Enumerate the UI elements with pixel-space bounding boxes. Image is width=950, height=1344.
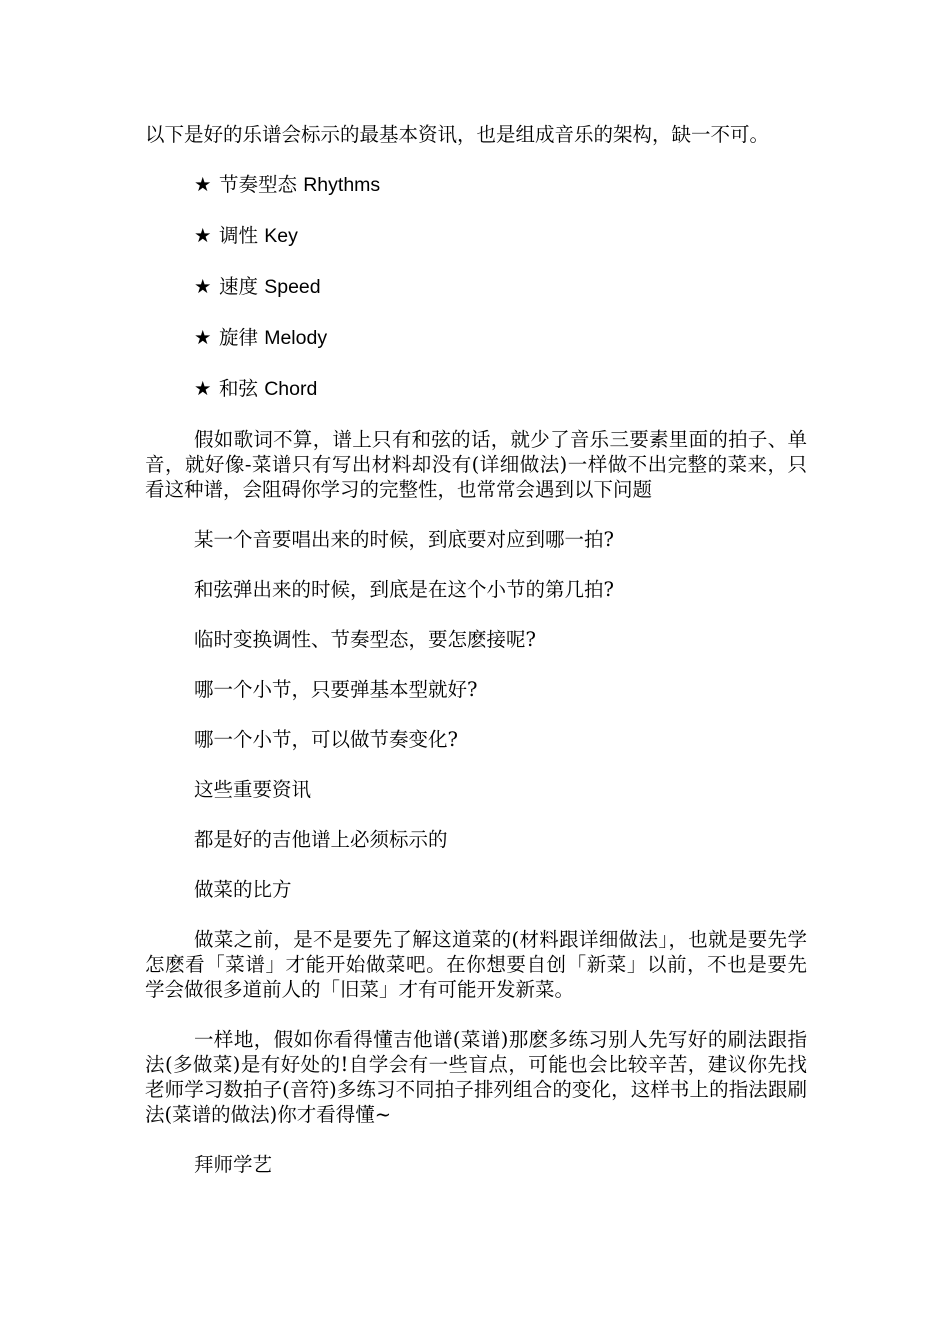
star-icon: ★ [194,326,212,349]
element-item-melody [145,325,807,351]
star-icon: ★ [194,275,212,298]
element-label-cn: 调性 [219,224,259,247]
element-label-en: Key [264,225,298,247]
question-item: 哪一个小节，可以做节奏变化? [194,728,458,751]
element-label-en: Speed [264,276,321,298]
element-item-rhythms [145,172,807,198]
star-icon: ★ [194,173,212,196]
element-item-chord [145,376,807,402]
element-item-key [145,223,807,249]
element-label-en: Rhythms [303,174,381,196]
similarly-paragraph: 一样地，假如你看得懂吉他谱(菜谱)那麽多练习别人先写好的刷法跟指法(多做菜)是有好处的!自学会有一些盲点，可能也会比较辛苦，建议你先找老师学习数拍子(音符)多练习不同拍子排列组合的变化，这样书上的指法跟刷法(菜谱的做法)你才看得懂~ [145,1028,807,1126]
closing-heading: 拜师学艺 [194,1153,273,1176]
intro-paragraph: 以下是好的乐谱会标示的最基本资讯，也是组成音乐的架构，缺一不可。 [145,123,770,146]
element-label-cn: 和弦 [219,377,259,400]
question-item: 临时变换调性、节奏型态，要怎麽接呢? [194,628,536,651]
section-heading: 做菜的比方 [194,878,292,901]
element-label-cn: 速度 [219,275,259,298]
question-item: 某一个音要唱出来的时候，到底要对应到哪一拍? [194,528,614,551]
document-page [145,122,807,1202]
star-icon: ★ [194,377,212,400]
question-item: 哪一个小节，只要弹基本型就好? [194,678,478,701]
cooking-paragraph: 做菜之前，是不是要先了解这道菜的(材料跟详细做法」，也就是要先学怎麽看「菜谱」才能开始做菜吧。在你想要自创「新菜」以前，不也是要先学会做很多道前人的「旧菜」才有可能开发新菜。 [145,928,807,1001]
element-label-cn: 节奏型态 [219,173,298,196]
element-label-cn: 旋律 [219,326,259,349]
short-line: 这些重要资讯 [194,778,312,801]
star-icon: ★ [194,224,212,247]
element-label-en: Chord [264,378,318,400]
chord-only-paragraph: 假如歌词不算，谱上只有和弦的话，就少了音乐三要素里面的拍子、单音，就好像-菜谱只有写出材料却没有(详细做法)一样做不出完整的菜来，只看这种谱，会阻碍你学习的完整性，也常常会遇到以下问题 [145,428,807,501]
short-line: 都是好的吉他谱上必须标示的 [194,828,448,851]
question-item: 和弦弹出来的时候，到底是在这个小节的第几拍? [194,578,614,601]
element-label-en: Melody [264,327,328,349]
element-item-speed [145,274,807,300]
